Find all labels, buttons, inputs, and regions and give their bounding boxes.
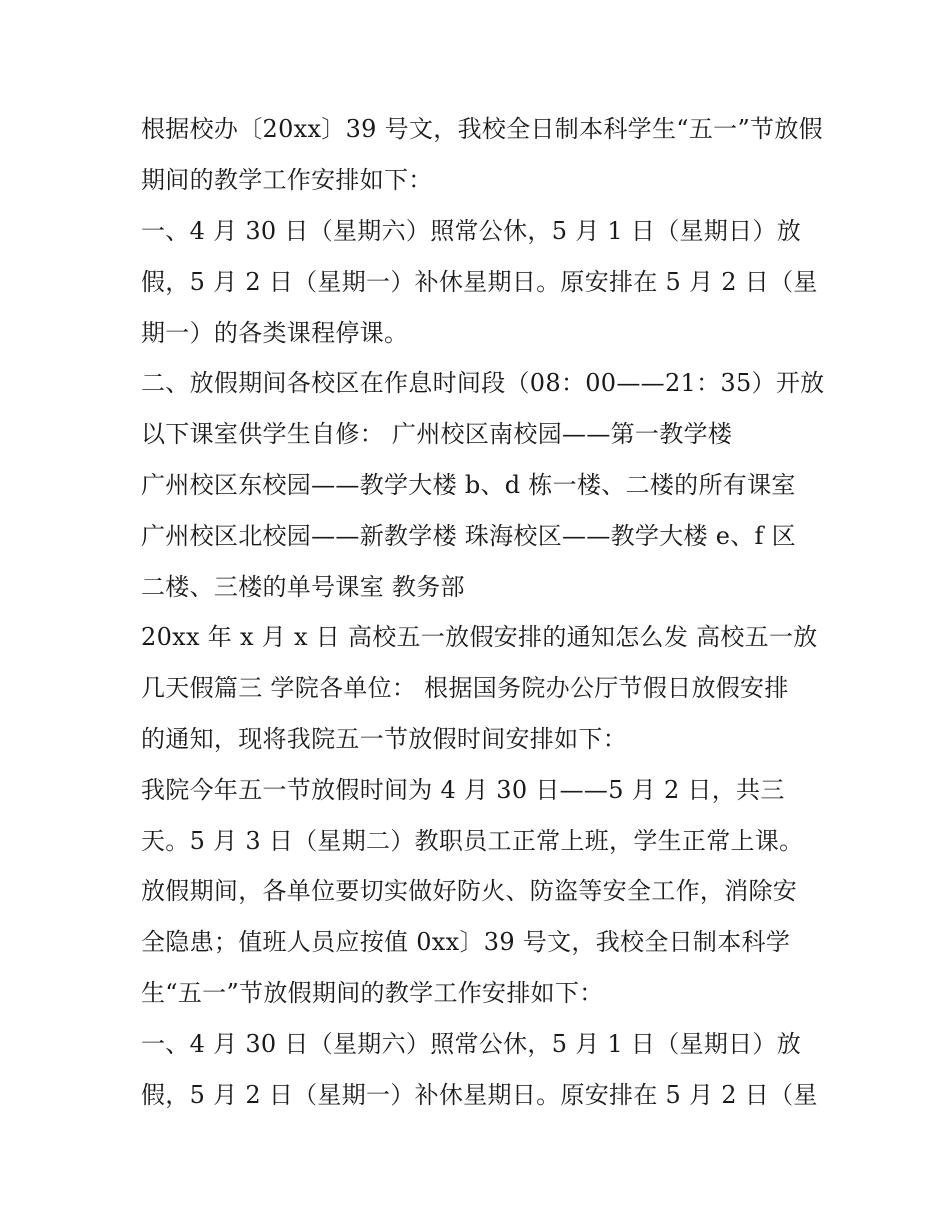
text-line-13: 的通知，现将我院五一节放假时间安排如下： xyxy=(141,725,627,753)
text-line-14: 我院今年五一节放假时间为 4 月 30 日——5 月 2 日，共三 xyxy=(141,776,785,804)
text-line-2: 期间的教学工作安排如下： xyxy=(141,166,433,194)
text-line-4: 假，5 月 2 日（星期一）补休星期日。原安排在 5 月 2 日（星 xyxy=(141,268,818,296)
text-line-3: 一、4 月 30 日（星期六）照常公休，5 月 1 日（星期日）放 xyxy=(141,217,802,245)
text-line-7: 以下课室供学生自修： 广州校区南校园——第一教学楼 xyxy=(141,420,733,448)
text-line-17: 全隐患；值班人员应按值 0xx〕39 号文，我校全日制本科学 xyxy=(141,928,791,956)
text-line-16: 放假期间，各单位要切实做好防火、防盗等安全工作，消除安 xyxy=(141,877,798,905)
text-line-11: 20xx 年 x 月 x 日 高校五一放假安排的通知怎么发 高校五一放 xyxy=(141,623,818,651)
text-line-19: 一、4 月 30 日（星期六）照常公休，5 月 1 日（星期日）放 xyxy=(141,1030,802,1058)
text-line-5: 期一）的各类课程停课。 xyxy=(141,319,409,347)
text-line-20: 假，5 月 2 日（星期一）补休星期日。原安排在 5 月 2 日（星 xyxy=(141,1081,818,1109)
text-line-6: 二、放假期间各校区在作息时间段（08：00——21：35）开放 xyxy=(141,369,825,397)
text-line-15: 天。5 月 3 日（星期二）教职员工正常上班，学生正常上课。 xyxy=(141,827,804,855)
text-line-10: 二楼、三楼的单号课室 教务部 xyxy=(141,573,465,601)
text-line-18: 生“五一”节放假期间的教学工作安排如下： xyxy=(141,979,604,1007)
text-line-12: 几天假篇三 学院各单位： 根据国务院办公厅节假日放假安排 xyxy=(141,674,789,702)
text-line-8: 广州校区东校园——教学大楼 b、d 栋一楼、二楼的所有课室 xyxy=(141,471,796,499)
text-line-9: 广州校区北校园——新教学楼 珠海校区——教学大楼 e、f 区 xyxy=(141,522,796,550)
text-line-1: 根据校办〔20xx〕39 号文，我校全日制本科学生“五一”节放假 xyxy=(141,115,823,143)
